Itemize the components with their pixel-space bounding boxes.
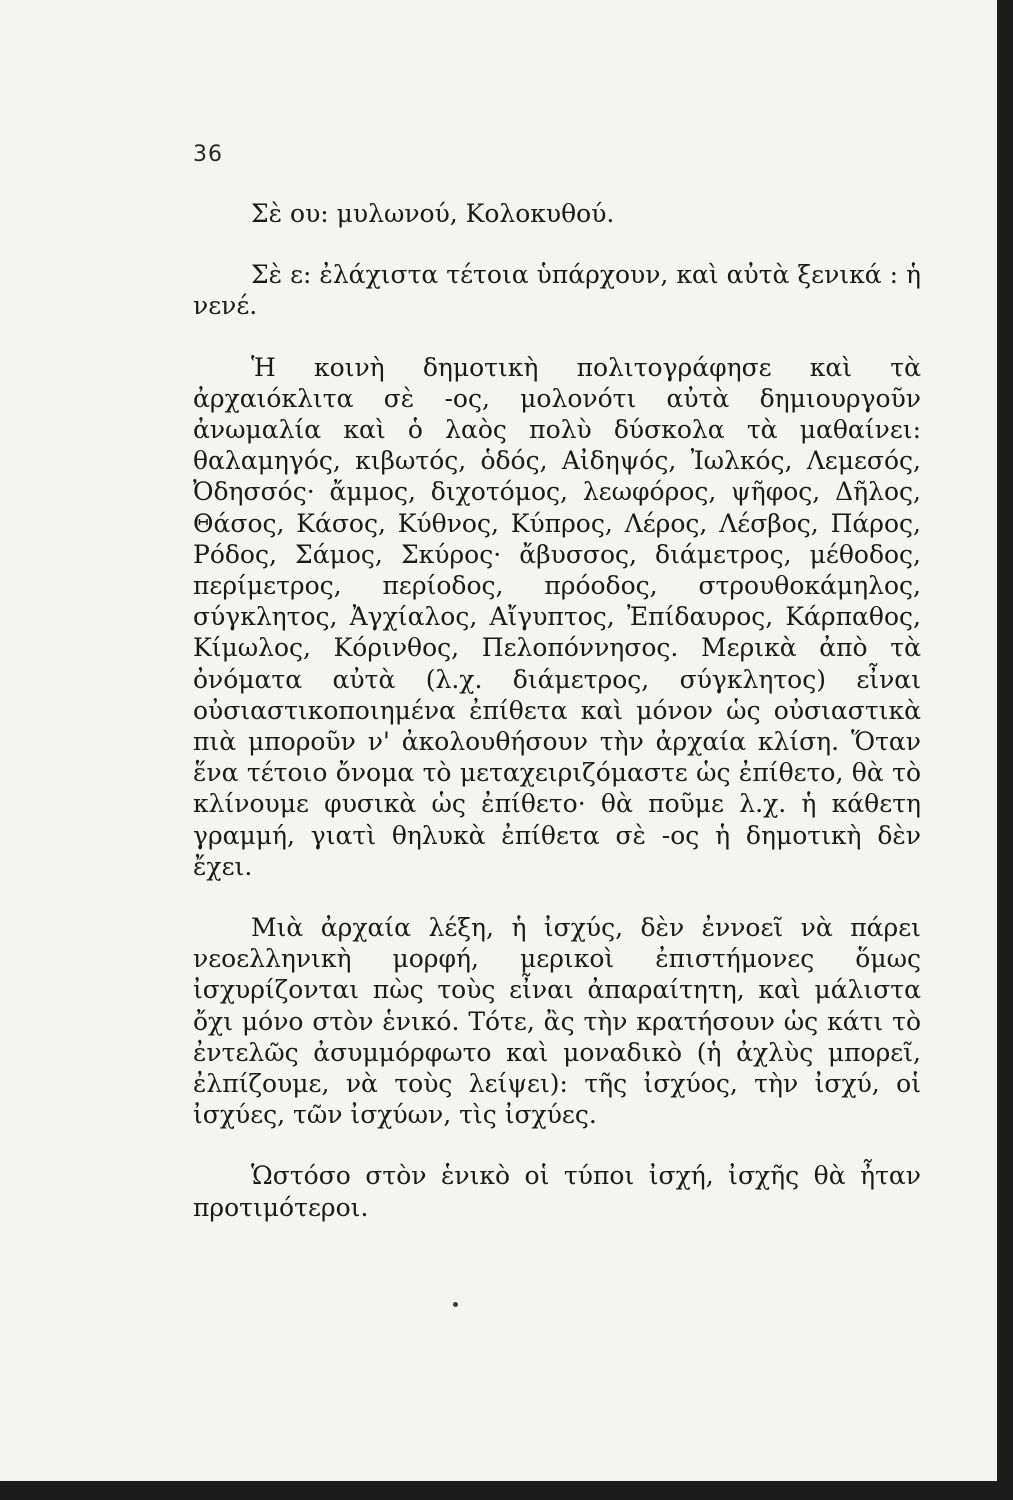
scan-border-bottom — [0, 1480, 1013, 1500]
scan-speck — [453, 1302, 458, 1307]
paragraph-4: Μιὰ ἀρχαία λέξη, ἡ ἰσχύς, δὲν ἐννοεῖ νὰ πάρει νεοελληνικὴ μορφή, μερικοὶ ἐπιστήμονες ὅμως ἰσχυρίζονται πὼς τοὺς εἶναι ἀπαραίτητη, καὶ μάλιστα ὄχι μόνο στὸν ἑνικό. Τότε, ἂς τὴν κρατήσουν ὡς κάτι τὸ ἐντελῶς ἀσυμμόρφωτο καὶ μοναδικὸ (ἡ ἀχλὺς μπορεῖ, ἐλπίζουμε, νὰ τοὺς λείψει): τῆς ἰσχύος, τὴν ἰσχύ, οἱ ἰσχύες, τῶν ἰσχύων, τὶς ἰσχύες. — [193, 913, 921, 1130]
paragraph-3: Ἡ κοινὴ δημοτικὴ πολιτογράφησε καὶ τὰ ἀρχαιόκλιτα σὲ -ος, μολονότι αὐτὰ δημιουργοῦν ἀνωμαλία καὶ ὁ λαὸς πολὺ δύσκολα τὰ μαθαίνει: θαλαμηγός, κιβωτός, ὁδός, Αἰδηψός, Ἰωλκός, Λεμεσός, Ὀδησσός· ἄμμος, διχοτόμος, λεωφόρος, ψῆφος, Δῆλος, Θάσος, Κάσος, Κύθνος, Κύπρος, Λέρος, Λέσβος, Πάρος, Ρόδος, Σάμος, Σκύρος· ἄβυσσος, διάμετρος, μέθοδος, περίμετρος, περίοδος, πρόοδος, στρουθοκάμηλος, σύγκλητος, Ἀγχίαλος, Αἴγυπτος, Ἐπίδαυρος, Κάρπαθος, Κίμωλος, Κόρινθος, Πελοπόννησος. Μερικὰ ἀπὸ τὰ ὀνόματα αὐτὰ (λ.χ. διάμετρος, σύγκλητος) εἶναι οὐσιαστικοποιημένα ἐπίθετα καὶ μόνον ὡς οὐσιαστικὰ πιὰ μποροῦν ν' ἀκολουθήσουν τὴν ἀρχαία κλίση. Ὅταν ἕνα τέτοιο ὄνομα τὸ μεταχειριζόμαστε ὡς ἐπίθετο, θὰ τὸ κλίνουμε φυσικὰ ὡς ἐπίθετο· θὰ ποῦμε λ.χ. ἡ κάθετη γραμμή, γιατὶ θηλυκὰ ἐπίθετα σὲ -ος ἡ δημοτικὴ δὲν ἔχει. — [193, 352, 921, 881]
paragraph-1: Σὲ ου: μυλωνού, Κολοκυθού. — [251, 199, 615, 228]
page-text — [193, 198, 921, 1223]
paragraph-2: Σὲ ε: ἐλάχιστα τέτοια ὑπάρχουν, καὶ αὐτὰ ξενικά : ἡ νενέ. — [193, 260, 921, 321]
page-number: 36 — [193, 142, 223, 167]
scan-border-right — [995, 0, 1013, 1500]
paragraph-5: Ὡστόσο στὸν ἑνικὸ οἱ τύποι ἰσχή, ἰσχῆς θὰ ἦταν προτιμότεροι. — [193, 1161, 921, 1222]
